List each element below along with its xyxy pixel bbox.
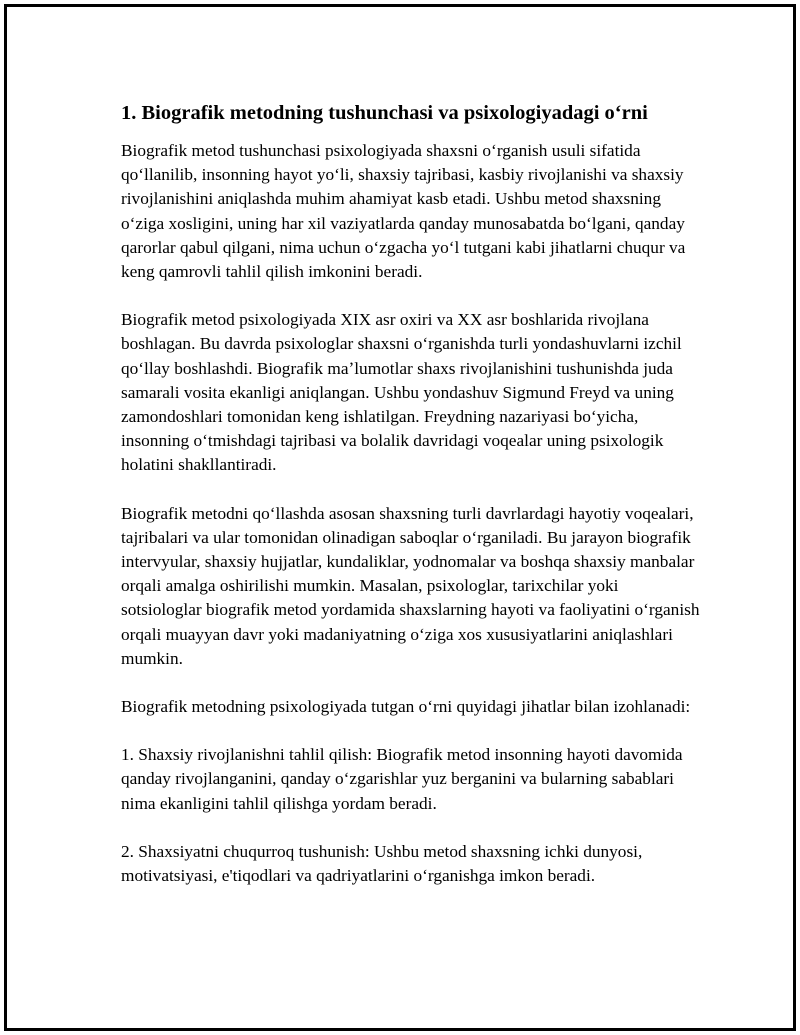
document-body	[121, 99, 701, 912]
list-item-1: 1. Shaxsiy rivojlanishni tahlil qilish: Biografik metod insonning hayoti davomida qanday rivojlanganini, qanday oʻzgarishlar yuz berganini va bularning sabablari nima ekanligini tahlil qilishga yordam beradi.	[121, 745, 683, 813]
page-frame	[4, 4, 796, 1031]
paragraph-role-intro: Biografik metodning psixologiyada tutgan oʻrni quyidagi jihatlar bilan izohlanadi:	[121, 697, 691, 717]
paragraph-definition: Biografik metod tushunchasi psixologiyada shaxsni oʻrganish usuli sifatida qoʻllanilib, insonning hayot yoʻli, shaxsiy tajribasi, kasbiy rivojlanishi va shaxsiy rivojlanishini aniqlashda muhim ahamiyat kasb etadi. Ushbu metod shaxsning oʻziga xosligini, uning har xil vaziyatlarda qanday munosabatda boʻlgani, qanday qarorlar qabul qilgani, nima uchun oʻzgacha yoʻl tutgani kabi jihatlarni chuqur va keng qamrovli tahlil qilish imkonini beradi.	[121, 141, 686, 282]
section-heading: 1. Biografik metodning tushunchasi va psixologiyadagi oʻrni	[121, 102, 648, 124]
paragraph-history: Biografik metod psixologiyada XIX asr oxiri va XX asr boshlarida rivojlana boshlagan. Bu davrda psixologlar shaxsni oʻrganishda turli yondashuvlarni izchil qoʻllay boshlashdi. Biografik maʼlumotlar shaxs rivojlanishini tushunishda juda samarali vosita ekanligi aniqlangan. Ushbu yondashuv Sigmund Freyd va uning zamondoshlari tomonidan keng ishlatilgan. Freydning nazariyasi boʻyicha, insonning oʻtmishdagi tajribasi va bolalik davridagi voqealar uning psixologik holatini shakllantiradi.	[121, 310, 682, 475]
paragraph-application: Biografik metodni qoʻllashda asosan shaxsning turli davrlardagi hayotiy voqealari, tajribalari va ular tomonidan olinadigan saboqlar oʻrganiladi. Bu jarayon biografik intervyular, shaxsiy hujjatlar, kundaliklar, yodnomalar va boshqa shaxsiy manbalar orqali amalga oshirilishi mumkin. Masalan, psixologlar, tarixchilar yoki sotsiologlar biografik metod yordamida shaxslarning hayoti va faoliyatini oʻrganish orqali muayyan davr yoki madaniyatning oʻziga xos xususiyatlarini aniqlashlari mumkin.	[121, 503, 700, 668]
list-item-2: 2. Shaxsiyatni chuqurroq tushunish: Ushbu metod shaxsning ichki dunyosi, motivatsiyasi, e'tiqodlari va qadriyatlarini oʻrganishga imkon beradi.	[121, 841, 643, 886]
